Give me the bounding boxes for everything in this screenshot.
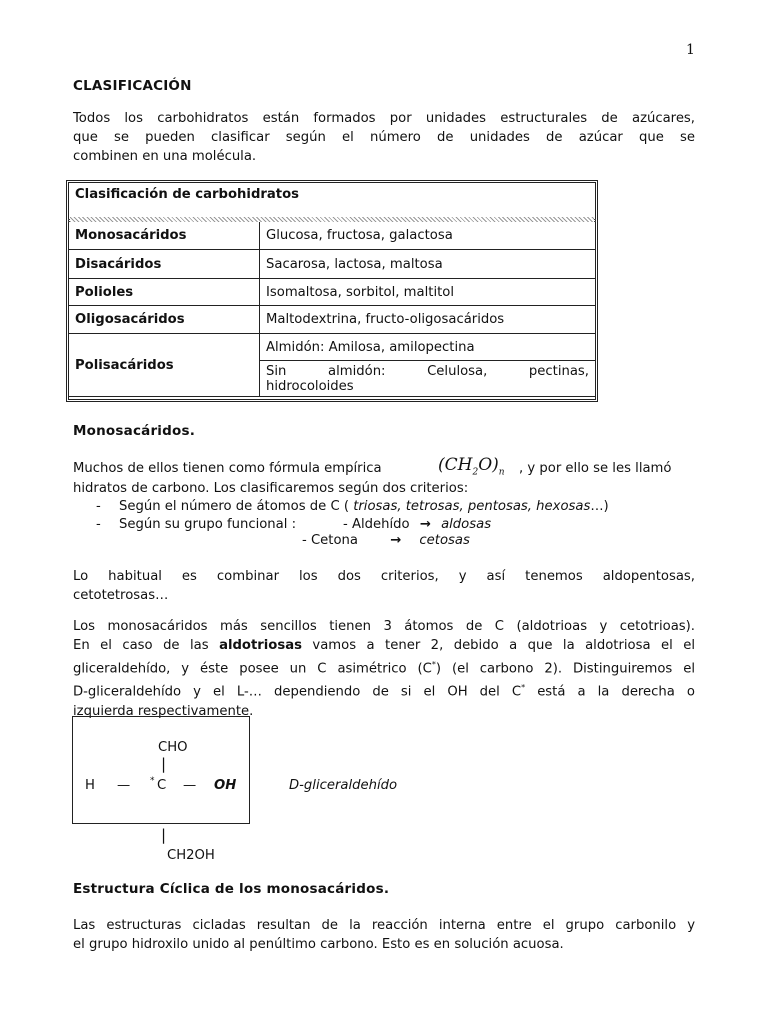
criterion-1-italic: triosas, tetrosas, pentosas, hexosas bbox=[353, 499, 591, 514]
aldehido-label: - Aldehído bbox=[343, 517, 410, 532]
criterion-2: Según su grupo funcional : bbox=[119, 517, 297, 532]
aldo-text: En el caso de las bbox=[73, 638, 209, 653]
ch2oh-label: CH2OH bbox=[167, 848, 215, 863]
table-header-row bbox=[69, 183, 596, 221]
ciclica-paragraph bbox=[73, 916, 695, 954]
section-heading-monosacaridos: Monosacáridos. bbox=[73, 423, 196, 439]
criterion-1-prefix: Según el número de átomos de C ( bbox=[119, 499, 349, 514]
row-name: Disacáridos bbox=[69, 250, 260, 279]
aldo-line bbox=[73, 636, 695, 655]
example-line: hidrocoloides bbox=[266, 378, 354, 394]
aldotriosas-paragraph bbox=[73, 617, 695, 721]
aldotriosas-bold: aldotriosas bbox=[219, 638, 302, 653]
cetona-label: - Cetona bbox=[302, 533, 358, 548]
section-heading-clasificacion: CLASIFICACIÓN bbox=[73, 78, 192, 94]
table-row bbox=[69, 306, 596, 334]
aldo-line: izquierda respectivamente. bbox=[73, 703, 254, 719]
row-examples: Glucosa, fructosa, galactosa bbox=[260, 221, 596, 250]
section-heading-ciclica: Estructura Cíclica de los monosacáridos. bbox=[73, 881, 390, 897]
mono-intro-before: Muchos de ellos tienen como fórmula empírica bbox=[73, 461, 382, 476]
bond: — bbox=[117, 778, 131, 793]
aldo-text: gliceraldehído, y éste posee un C asimétrico (C bbox=[73, 661, 432, 677]
formula-sub-2: 2 bbox=[472, 467, 479, 478]
vertical-bond: | bbox=[161, 755, 167, 773]
formula-open: (CH bbox=[438, 455, 473, 475]
aldo-text: D-gliceraldehído y el L-… dependiendo de si el OH del C bbox=[73, 684, 522, 700]
row-examples: Almidón: Amilosa, amilopectina bbox=[260, 334, 596, 361]
row-name: Monosacáridos bbox=[69, 221, 260, 250]
table-row bbox=[69, 250, 596, 279]
aldo-line bbox=[73, 678, 695, 701]
vertical-bond: | bbox=[161, 826, 167, 844]
table-hatch-divider bbox=[70, 217, 594, 222]
habitual-line: Lo habitual es combinar los dos criterios, y así tenemos aldopentosas, bbox=[73, 569, 695, 584]
habitual-paragraph bbox=[73, 567, 695, 605]
ciclica-line: el grupo hidroxilo unido al penúltimo carbono. Esto es en solución acuosa. bbox=[73, 937, 564, 952]
row-examples: Isomaltosa, sorbitol, maltitol bbox=[260, 279, 596, 306]
structure-name: D-gliceraldehído bbox=[289, 778, 398, 793]
h-label: H bbox=[85, 778, 95, 793]
classification-table bbox=[68, 182, 596, 397]
aldo-text: ) (el carbono 2). Distinguiremos el bbox=[435, 661, 695, 677]
mono-intro-after: , y por ello se les llamó bbox=[519, 461, 672, 476]
table-row bbox=[69, 334, 596, 361]
aldo-line bbox=[73, 655, 695, 678]
oh-label: OH bbox=[214, 778, 237, 793]
aldo-text: está a la derecha o bbox=[537, 684, 695, 700]
bond: — bbox=[183, 778, 197, 793]
row-examples: Maltodextrina, fructo-oligosacáridos bbox=[260, 306, 596, 334]
criterion-2-cetona bbox=[302, 533, 470, 548]
row-name: Polioles bbox=[69, 279, 260, 306]
mono-intro-line bbox=[73, 461, 382, 476]
aldo-line: Los monosacáridos más sencillos tienen 3 átomos de C (aldotrioas y cetotrioas). bbox=[73, 619, 695, 634]
bullet-dash: - bbox=[96, 517, 101, 532]
intro-line: combinen en una molécula. bbox=[73, 149, 257, 164]
habitual-line: cetotetrosas… bbox=[73, 588, 169, 603]
mono-intro-line2: hidratos de carbono. Los clasificaremos según dos criterios: bbox=[73, 481, 469, 496]
aldo-text: vamos a tener 2, debido a que la aldotriosa el el bbox=[312, 638, 695, 653]
intro-line: Todos los carbohidratos están formados por unidades estructurales de azúcares, bbox=[73, 111, 695, 126]
row-examples bbox=[260, 361, 596, 397]
cho-label: CHO bbox=[158, 740, 188, 755]
empirical-formula bbox=[438, 455, 505, 477]
table-row bbox=[69, 279, 596, 306]
chiral-mark: * bbox=[150, 776, 155, 786]
criterion-1 bbox=[119, 499, 609, 514]
arrow-icon: → bbox=[390, 533, 402, 548]
intro-paragraph bbox=[73, 109, 695, 166]
c-label: C bbox=[157, 778, 167, 793]
asterisk: * bbox=[521, 683, 526, 693]
bullet-dash: - bbox=[96, 499, 101, 514]
row-name: Polisacáridos bbox=[69, 334, 260, 397]
formula-sub-n: n bbox=[498, 467, 505, 478]
criterion-2-aldehido bbox=[343, 517, 491, 532]
cetosas-label: cetosas bbox=[419, 533, 470, 548]
page-number: 1 bbox=[686, 42, 695, 58]
intro-line: que se pueden clasificar según el número de unidades de azúcar que se bbox=[73, 130, 695, 145]
row-examples: Sacarosa, lactosa, maltosa bbox=[260, 250, 596, 279]
table-title: Clasificación de carbohidratos bbox=[69, 183, 596, 221]
ciclica-line: Las estructuras cicladas resultan de la reacción interna entre el grupo carbonilo y bbox=[73, 918, 695, 933]
example-line: Sin almidón: Celulosa, pectinas, bbox=[266, 363, 589, 379]
row-name: Oligosacáridos bbox=[69, 306, 260, 334]
arrow-icon: → bbox=[419, 517, 431, 532]
formula-mid: O) bbox=[478, 455, 499, 475]
aldosas-label: aldosas bbox=[441, 517, 492, 532]
criterion-1-suffix: …) bbox=[590, 499, 609, 514]
table-row bbox=[69, 221, 596, 250]
asterisk: * bbox=[431, 660, 436, 669]
